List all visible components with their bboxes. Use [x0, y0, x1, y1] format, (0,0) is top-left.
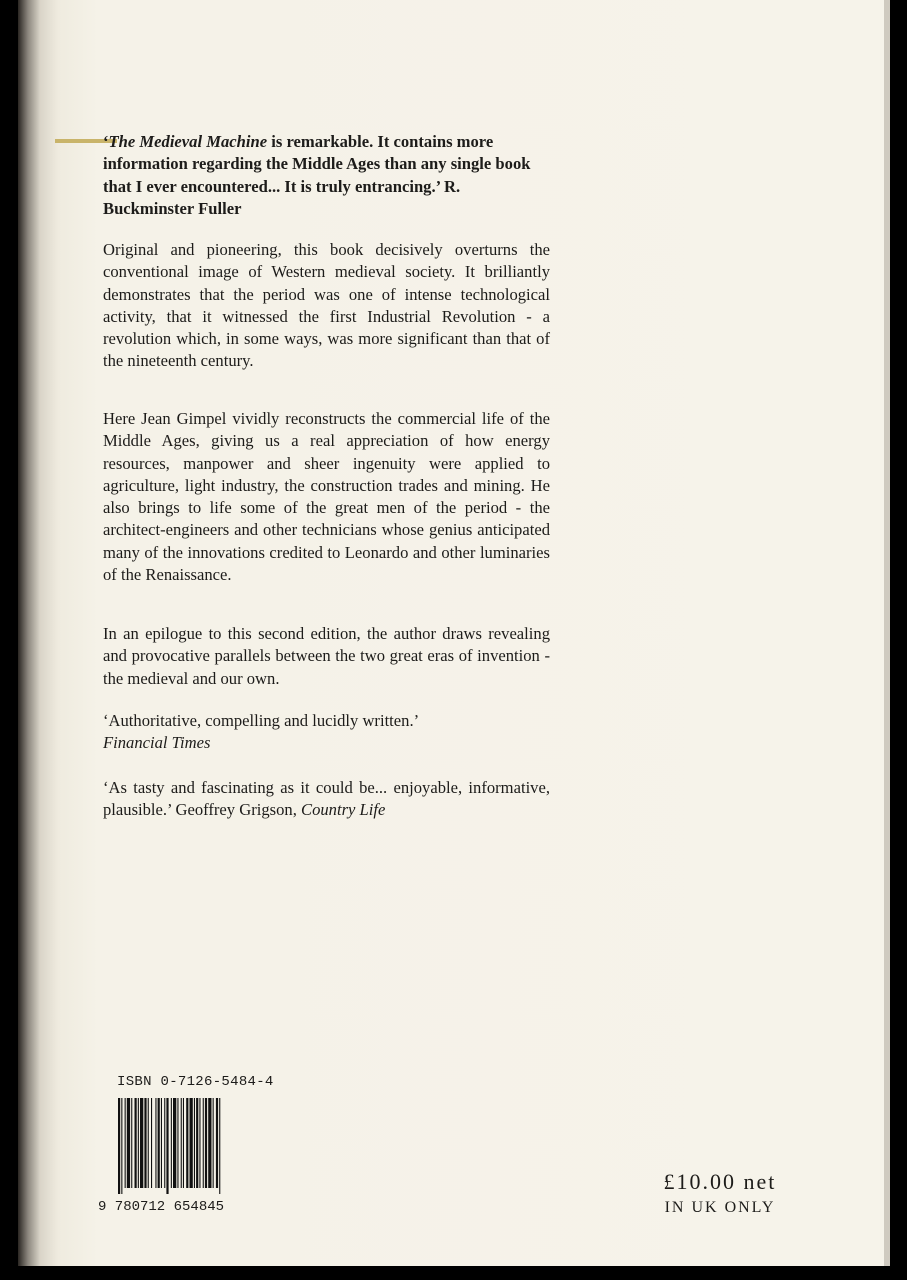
barcode-bar: [140, 1098, 143, 1188]
barcode-bar: [186, 1098, 188, 1188]
barcode-bar: [216, 1098, 218, 1188]
barcode-bar: [171, 1098, 172, 1188]
page-edge: [884, 0, 890, 1266]
barcode-bar: [161, 1098, 162, 1188]
blurb-paragraph-3: In an epilogue to this second edition, the author draws revealing and provocative parallels between the two great eras of invention - the medieval and our own.: [103, 624, 550, 688]
isbn-label: ISBN 0-7126-5484-4: [117, 1074, 274, 1090]
price-block: [640, 1168, 800, 1220]
barcode-bar: [203, 1098, 204, 1188]
barcode-bar: [183, 1098, 184, 1188]
barcode-bar: [155, 1098, 156, 1188]
featured-quote-text: is remarkable. It contains more information regarding the Middle Ages than any single book that I ever encountered... It is truly entrancing.’ R. Buckminster Fuller: [103, 132, 531, 218]
price-amount: £10.00 net: [663, 1169, 777, 1194]
barcode-image: [118, 1098, 258, 1194]
barcode-bar: [199, 1098, 200, 1188]
barcode-bar: [219, 1098, 220, 1194]
review-country-life: [103, 777, 550, 822]
price-region: IN UK ONLY: [664, 1199, 776, 1216]
book-title: The Medieval Machine: [108, 132, 268, 151]
barcode-bar: [127, 1098, 130, 1188]
review-cl-quote: ‘As tasty and fascinating as it could be... enjoyable, informative, plausible.’ Geoffrey Grigson,: [103, 778, 550, 820]
barcode-bar: [135, 1098, 137, 1188]
quote-open-mark: ‘: [103, 132, 109, 151]
barcode-bar: [151, 1098, 152, 1188]
barcode-bar: [181, 1098, 182, 1188]
barcode-bar: [158, 1098, 160, 1188]
barcode-bar: [196, 1098, 198, 1188]
barcode-bar: [213, 1098, 214, 1188]
review-financial-times: [103, 710, 550, 755]
barcode-bar: [118, 1098, 120, 1194]
barcode-bar: [194, 1098, 195, 1188]
barcode-bar: [125, 1098, 126, 1188]
review-ft-quote: ‘Authoritative, compelling and lucidly written.’: [103, 711, 420, 730]
barcode-number: 9 780712 654845: [98, 1199, 225, 1215]
barcode-bar: [177, 1098, 178, 1188]
barcode-bar: [205, 1098, 207, 1188]
barcode-bar: [173, 1098, 176, 1188]
featured-quote: [103, 131, 550, 220]
blurb-paragraph-1: Original and pioneering, this book decisively overturns the conventional image of Western medieval society. It brilliantly demonstrates that the period was one of intense technological activity, that it witnessed the first Industrial Revolution - a revolution which, in some ways, was more significant than that of the nineteenth century.: [103, 240, 550, 371]
barcode-bar: [148, 1098, 149, 1188]
barcode-bar: [121, 1098, 122, 1194]
barcode-bar: [144, 1098, 146, 1188]
barcode-bar: [164, 1098, 165, 1188]
barcode-bar: [166, 1098, 168, 1194]
review-ft-source: Financial Times: [103, 733, 211, 753]
barcode-bar: [138, 1098, 139, 1188]
barcode-bar: [208, 1098, 211, 1188]
review-cl-source: Country Life: [301, 800, 386, 820]
blurb-paragraph-2: Here Jean Gimpel vividly reconstructs the commercial life of the Middle Ages, giving us a real appreciation of how energy resources, manpower and sheer ingenuity were applied to agriculture, light industry, the construction trades and mining. He also brings to life some of the great men of the period - the architect-engineers and other technicians whose genius anticipated many of the innovations credited to Leonardo and other luminaries of the Renaissance.: [103, 409, 550, 585]
barcode-bar: [190, 1098, 193, 1188]
barcode-bar: [131, 1098, 132, 1188]
